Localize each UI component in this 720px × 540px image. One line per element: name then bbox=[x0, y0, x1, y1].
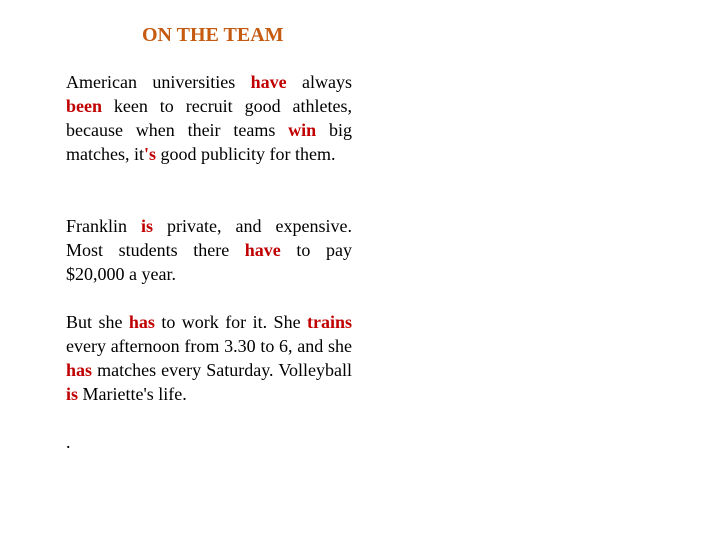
paragraph-text: Mariette's life. bbox=[78, 384, 187, 404]
paragraph-text: keen to recruit good athletes, because when their teams bbox=[66, 96, 352, 140]
paragraph-text: Franklin bbox=[66, 216, 142, 236]
highlighted-verb: is bbox=[66, 384, 79, 404]
highlighted-verb: have bbox=[250, 72, 287, 92]
paragraph-text: always bbox=[286, 72, 353, 92]
slide-title: ON THE TEAM bbox=[142, 24, 284, 46]
paragraph-text: But she bbox=[66, 312, 129, 332]
paragraph-universities bbox=[66, 70, 352, 166]
highlighted-verb: been bbox=[66, 96, 102, 116]
paragraph-text: American universities bbox=[66, 72, 251, 92]
highlighted-verb: 's bbox=[143, 144, 156, 164]
paragraph-training bbox=[66, 310, 352, 406]
paragraph-franklin bbox=[66, 214, 352, 286]
highlighted-verb: win bbox=[288, 120, 317, 140]
highlighted-verb: have bbox=[244, 240, 281, 260]
paragraph-text: to work for it. She bbox=[154, 312, 307, 332]
highlighted-verb: has bbox=[66, 360, 93, 380]
highlighted-verb: trains bbox=[307, 312, 352, 332]
paragraph-text: private, and expensive. Most students there bbox=[66, 216, 353, 260]
paragraph-text: to pay $20,000 a year. bbox=[66, 240, 352, 284]
highlighted-verb: has bbox=[128, 312, 155, 332]
paragraph-text: good publicity for them. bbox=[156, 144, 336, 164]
highlighted-verb: is bbox=[141, 216, 154, 236]
paragraph-text: every afternoon from 3.30 to 6, and she bbox=[66, 336, 352, 356]
paragraph-text: matches every Saturday. Volleyball bbox=[92, 360, 352, 380]
trailing-dot: . bbox=[66, 432, 71, 452]
paragraph-text: big matches, it bbox=[66, 120, 352, 164]
